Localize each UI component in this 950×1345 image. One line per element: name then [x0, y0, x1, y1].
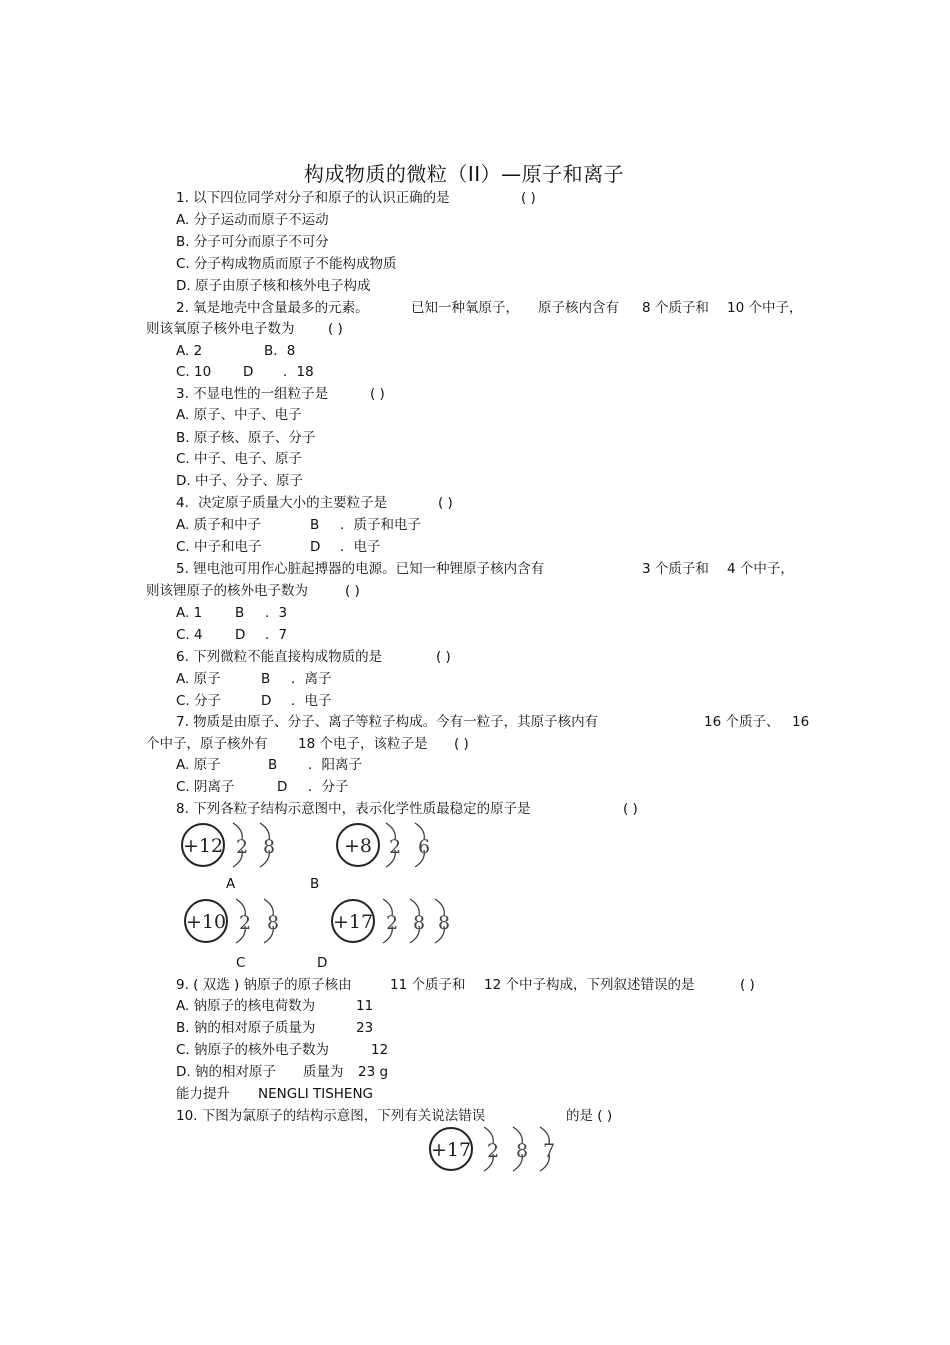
diagram-label-c: C	[236, 955, 246, 971]
q7-stem-part1: 7. 物质是由原子、分子、离子等粒子构成。今有一粒子，其原子核内有	[176, 714, 599, 730]
q2-option-b: B．8	[264, 343, 296, 359]
shell-electron-count: 6	[417, 836, 431, 858]
q6-stem: 6. 下列微粒不能直接构成物质的是	[176, 649, 383, 665]
q5-stem-part4: 则该锂原子的核外电子数为	[146, 583, 308, 599]
q7-option-d-text: ．分子	[308, 779, 349, 795]
q5-stem-part3: 4 个中子，	[727, 561, 794, 577]
q1-option-b: B. 分子可分而原子不可分	[176, 234, 329, 250]
q4-stem: 4．决定原子质量大小的主要粒子是	[176, 495, 388, 511]
nucleus-charge: +17	[332, 911, 374, 933]
shell-electron-count: 7	[542, 1140, 556, 1162]
q9-option-b-text: B. 钠的相对原子质量为	[176, 1020, 316, 1036]
q1-option-d: D. 原子由原子核和核外电子构成	[176, 278, 371, 294]
chlorine-atom-diagram	[428, 1124, 558, 1176]
q8-answer-blank: ( )	[623, 801, 638, 817]
q2-stem-part4: 8 个质子和	[642, 300, 709, 316]
q9-stem-part3: 12 个中子构成，下列叙述错误的是	[484, 977, 695, 993]
q7-option-a: A. 原子	[176, 757, 221, 773]
q5-option-a: A. 1	[176, 605, 203, 621]
page-title: 构成物质的微粒（II）—原子和离子	[303, 162, 625, 186]
q7-stem-part3: 16	[792, 714, 810, 730]
q2-stem-part6: 则该氧原子核外电子数为	[146, 321, 295, 337]
q6-answer-blank: ( )	[436, 649, 451, 665]
q2-stem-part1: 2. 氧是地壳中含量最多的元素。	[176, 300, 369, 316]
q2-stem-part2: 已知一种氧原子，	[411, 300, 519, 316]
q7-option-c: C. 阴离子	[176, 779, 235, 795]
q7-answer-blank: ( )	[454, 736, 469, 752]
q10-stem-part2: 的是 ( )	[566, 1108, 613, 1124]
shell-electron-count: 2	[385, 912, 399, 934]
q3-option-d: D. 中子、分子、原子	[176, 473, 303, 489]
section-title-en: NENGLI TISHENG	[258, 1086, 374, 1102]
q7-option-b-text: ．阳离子	[308, 757, 362, 773]
nucleus-charge: +17	[430, 1139, 472, 1161]
section-title-cn: 能力提升	[176, 1086, 230, 1102]
shell-electron-count: 8	[515, 1140, 529, 1162]
q7-stem-part4: 个中子，原子核外有	[146, 736, 268, 752]
nucleus-charge: +10	[185, 911, 227, 933]
q9-stem-part2: 11 个质子和	[390, 977, 466, 993]
q6-option-d-letter: D	[261, 693, 272, 709]
q4-option-c: C. 中子和电子	[176, 539, 262, 555]
atom-diagram-d	[330, 896, 458, 948]
diagram-label-a: A	[226, 876, 236, 892]
q7-stem-part5: 18 个电子，该粒子是	[298, 736, 428, 752]
shell-electron-count: 2	[388, 836, 402, 858]
q7-option-b-letter: B	[268, 757, 278, 773]
q6-option-a: A. 原子	[176, 671, 221, 687]
q2-option-a: A. 2	[176, 343, 203, 359]
q5-option-b-letter: B	[235, 605, 245, 621]
q3-option-c: C. 中子、电子、原子	[176, 451, 303, 467]
atom-diagram-a	[180, 820, 290, 872]
q1-option-a: A. 分子运动而原子不运动	[176, 212, 329, 228]
shell-electron-count: 2	[235, 836, 249, 858]
q1-option-c: C. 分子构成物质而原子不能构成物质	[176, 256, 397, 272]
q6-option-c: C. 分子	[176, 693, 222, 709]
shell-electron-count: 8	[266, 912, 280, 934]
shell-electron-count: 8	[437, 912, 451, 934]
q7-option-d-letter: D	[277, 779, 288, 795]
shell-electron-count: 2	[238, 912, 252, 934]
q5-stem-part2: 3 个质子和	[642, 561, 709, 577]
q5-option-d-value: ．7	[265, 627, 288, 643]
q3-option-a: A. 原子、中子、电子	[176, 407, 302, 423]
q9-stem-part1: 9. ( 双选 ) 钠原子的原子核由	[176, 977, 352, 993]
q9-option-d-text2: 质量为	[303, 1064, 344, 1080]
q2-stem-part3: 原子核内含有	[538, 300, 619, 316]
q5-stem-part1: 5. 锂电池可用作心脏起搏器的电源。已知一种锂原子核内含有	[176, 561, 545, 577]
q9-option-c-value: 12	[371, 1042, 389, 1058]
q5-answer-blank: ( )	[345, 583, 360, 599]
q10-stem-part1: 10. 下图为氯原子的结构示意图，下列有关说法错误	[176, 1108, 486, 1124]
q8-stem: 8. 下列各粒子结构示意图中，表示化学性质最稳定的原子是	[176, 801, 531, 817]
nucleus-charge: +8	[343, 835, 373, 857]
q9-answer-blank: ( )	[740, 977, 755, 993]
q9-option-a-text: A. 钠原子的核电荷数为	[176, 998, 316, 1014]
q3-answer-blank: ( )	[370, 386, 385, 402]
q3-option-b: B. 原子核、原子、分子	[176, 430, 316, 446]
diagram-label-b: B	[310, 876, 320, 892]
q4-option-a: A. 质子和中子	[176, 517, 262, 533]
q9-option-c-text: C. 钠原子的核外电子数为	[176, 1042, 330, 1058]
atom-diagram-b	[335, 820, 445, 872]
q6-option-d-text: ．电子	[291, 693, 332, 709]
shell-electron-count: 2	[486, 1140, 500, 1162]
q1-answer-blank: ( )	[521, 190, 536, 206]
nucleus-charge: +12	[182, 835, 224, 857]
q2-option-d-value: ．18	[283, 364, 314, 380]
q6-option-b-text: ．离子	[291, 671, 332, 687]
diagram-label-d: D	[317, 955, 328, 971]
q2-stem-part5: 10 个中子，	[727, 300, 803, 316]
q7-stem-part2: 16 个质子、	[704, 714, 780, 730]
q5-option-d-letter: D	[235, 627, 246, 643]
q5-option-b-value: ．3	[265, 605, 288, 621]
q1-stem: 1. 以下四位同学对分子和原子的认识正确的是	[176, 190, 450, 206]
q2-option-c: C. 10	[176, 364, 212, 380]
q9-option-a-value: 11	[356, 998, 374, 1014]
q9-option-b-value: 23	[356, 1020, 374, 1036]
q9-option-d-value: 23 g	[358, 1064, 389, 1080]
q5-option-c: C. 4	[176, 627, 203, 643]
q2-option-d-letter: D	[243, 364, 254, 380]
atom-diagram-c	[183, 896, 293, 948]
q4-option-b-letter: B	[310, 517, 320, 533]
q4-answer-blank: ( )	[438, 495, 453, 511]
q6-option-b-letter: B	[261, 671, 271, 687]
q2-answer-blank: ( )	[328, 321, 343, 337]
shell-electron-count: 8	[262, 836, 276, 858]
q4-option-d-letter: D	[310, 539, 321, 555]
shell-electron-count: 8	[412, 912, 426, 934]
q9-option-d-text: D. 钠的相对原子	[176, 1064, 276, 1080]
q4-option-b-text: ．质子和电子	[340, 517, 421, 533]
q3-stem: 3. 不显电性的一组粒子是	[176, 386, 329, 402]
q4-option-d-text: ．电子	[340, 539, 381, 555]
